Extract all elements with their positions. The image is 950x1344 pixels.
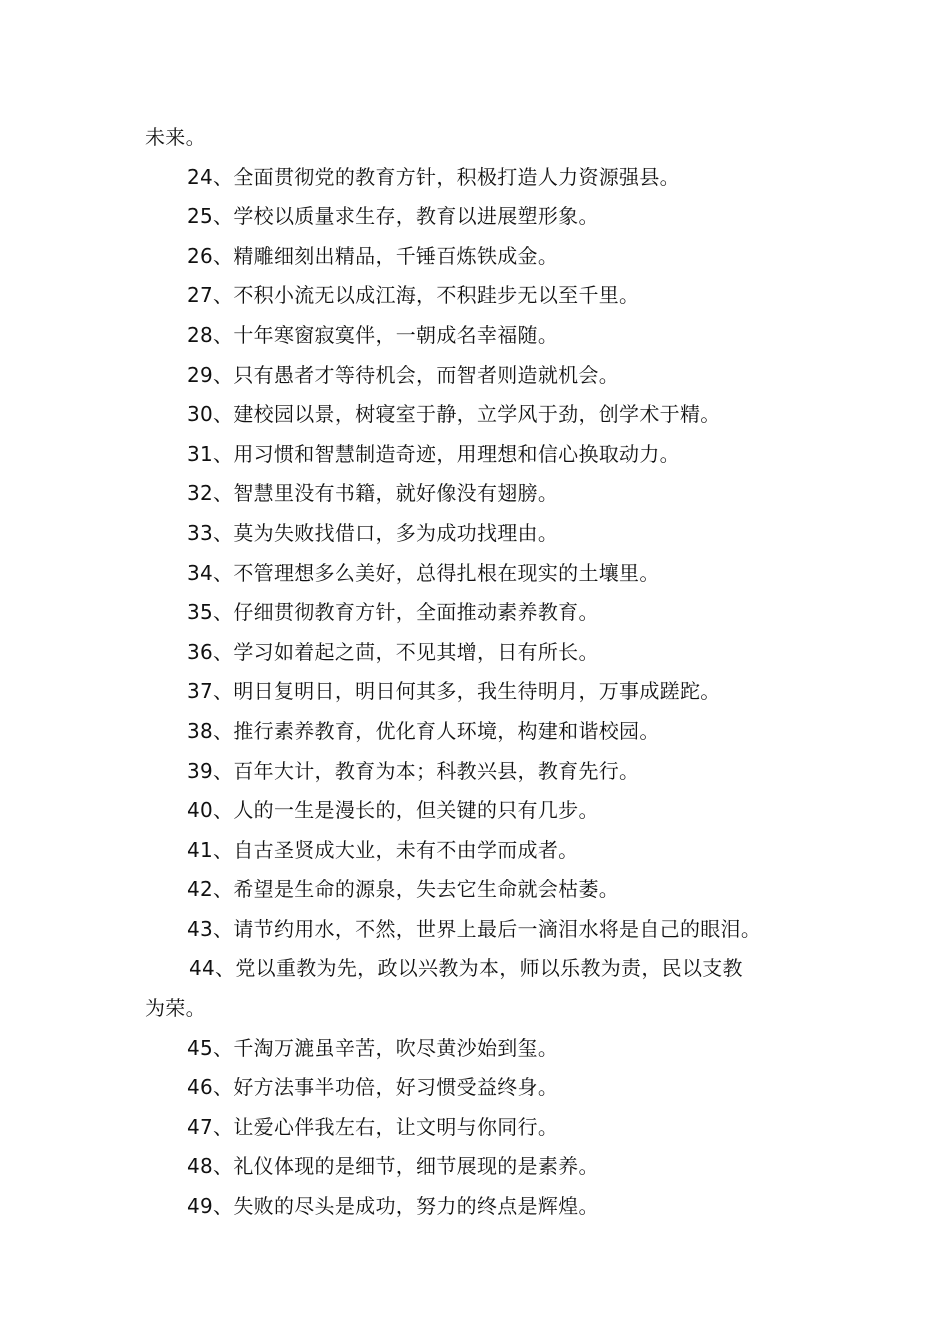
list-item: 34、不管理想多么美好，总得扎根在现实的土壤里。: [187, 560, 660, 585]
list-item: 38、推行素养教育，优化育人环境，构建和谐校园。: [187, 718, 660, 743]
list-item: 45、千淘万漉虽辛苦，吹尽黄沙始到玺。: [187, 1035, 559, 1060]
list-item: 41、自古圣贤成大业，未有不由学而成者。: [187, 837, 579, 862]
list-item: 47、让爱心伴我左右，让文明与你同行。: [187, 1114, 559, 1139]
list-item: 28、十年寒窗寂寞伴，一朝成名幸福随。: [187, 322, 559, 347]
list-item: 48、礼仪体现的是细节，细节展现的是素养。: [187, 1154, 599, 1179]
list-item: 37、明日复明日，明日何其多，我生待明月，万事成蹉跎。: [187, 679, 721, 704]
continuation-text: 未来。: [145, 125, 206, 149]
list-item: 31、用习惯和智慧制造奇迹，用理想和信心换取动力。: [187, 441, 680, 466]
list-item-44-line2: 为荣。: [145, 996, 206, 1021]
list-item: 33、莫为失败找借口，多为成功找理由。: [187, 520, 559, 545]
list-item: 29、只有愚者才等待机会，而智者则造就机会。: [187, 362, 620, 387]
list-item: 36、学习如着起之茴，不见其增，日有所长。: [187, 639, 599, 664]
list-item: 27、不积小流无以成江海，不积跬步无以至千里。: [187, 283, 640, 308]
list-item: 40、人的一生是漫长的，但关键的只有几步。: [187, 798, 599, 823]
list-item-44-line1: 44、党以重教为先，政以兴教为本，师以乐教为责，民以支教: [189, 956, 743, 981]
list-item: 46、好方法事半功倍，好习惯受益终身。: [187, 1075, 559, 1100]
list-item: 25、学校以质量求生存，教育以进展塑形象。: [187, 204, 599, 229]
list-item: 32、智慧里没有书籍，就好像没有翅膀。: [187, 481, 559, 506]
document-body: [145, 118, 815, 1227]
list-item: 24、全面贯彻党的教育方针，积极打造人力资源强县。: [187, 164, 680, 189]
list-item: 39、百年大计，教育为本；科教兴县，教育先行。: [187, 758, 640, 783]
list-item: 42、希望是生命的源泉，失去它生命就会枯萎。: [187, 877, 620, 902]
list-item: 26、精雕细刻出精品，千锤百炼铁成金。: [187, 243, 559, 268]
list-item: 43、请节约用水，不然，世界上最后一滴泪水将是自己的眼泪。: [187, 916, 762, 941]
list-item: 35、仔细贯彻教育方针，全面推动素养教育。: [187, 600, 599, 625]
list-item: 49、失败的尽头是成功，努力的终点是辉煌。: [187, 1194, 599, 1219]
list-item: 30、建校园以景，树寝室于静，立学风于劲，创学术于精。: [187, 402, 721, 427]
